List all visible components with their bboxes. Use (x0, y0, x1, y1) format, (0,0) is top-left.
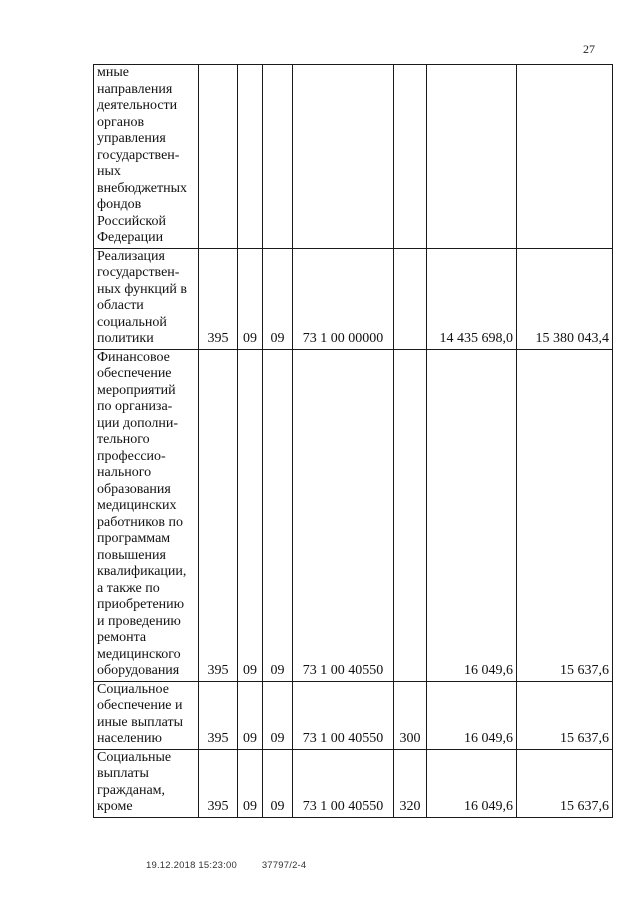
cell-target-article-code: 73 1 00 40550 (293, 749, 394, 817)
table-row (94, 65, 613, 249)
cell-subsection-code: 09 (263, 349, 293, 681)
cell-subsection-code: 09 (263, 248, 293, 349)
item-name-line: обеспечение и (97, 698, 183, 713)
item-name-line: направления (97, 81, 173, 97)
item-name-line: кроме (97, 799, 133, 814)
cell-subsection-code: 09 (263, 749, 293, 817)
cell-grbs-code (199, 65, 238, 249)
cell-grbs-code: 395 (199, 248, 238, 349)
item-name-line: нального (97, 465, 152, 480)
item-name-line: квалификации, (97, 564, 187, 579)
cell-item-name (94, 749, 199, 817)
cell-amount-year-2: 15 380 043,4 (517, 248, 613, 349)
item-name-line: тельного (97, 432, 150, 447)
cell-expense-type-code (394, 248, 427, 349)
item-name-line: ных (97, 164, 121, 179)
item-name-line: медицинских (97, 498, 177, 513)
cell-section-code: 09 (238, 749, 263, 817)
footer-stamp (146, 860, 306, 871)
item-name-line: медицинского (97, 646, 181, 662)
cell-grbs-code: 395 (199, 349, 238, 681)
item-name-line: повышения (97, 547, 166, 563)
cell-subsection-code: 09 (263, 681, 293, 749)
cell-section-code (238, 65, 263, 249)
item-name-line: населению (97, 731, 162, 746)
item-name-line: иные выплаты (97, 714, 183, 730)
cell-target-article-code (293, 65, 394, 249)
cell-grbs-code: 395 (199, 681, 238, 749)
item-name-line: работников по (97, 514, 183, 530)
item-name-line: Социальные (97, 749, 172, 765)
item-name-line: политики (97, 331, 154, 346)
item-name-line: Реализация (97, 248, 165, 264)
cell-item-name (94, 681, 199, 749)
cell-section-code: 09 (238, 681, 263, 749)
item-name-line: управления (97, 131, 166, 146)
document-code: 37797/2-4 (261, 860, 307, 871)
item-name-line: социальной (97, 314, 167, 330)
item-name-line: оборудования (97, 663, 180, 678)
item-name-line: профессио- (97, 448, 166, 464)
item-name-line: ции дополни- (97, 415, 179, 431)
cell-section-code: 09 (238, 248, 263, 349)
item-name-line: гражданам, (97, 782, 166, 798)
item-name-line: образования (97, 481, 171, 497)
item-name-line: Социальное (97, 681, 169, 697)
print-datetime: 19.12.2018 15:23:00 (146, 860, 237, 871)
item-name-line: Федерации (97, 230, 164, 245)
table-body (94, 65, 613, 818)
cell-target-article-code: 73 1 00 40550 (293, 349, 394, 681)
item-name-line: Российской (97, 213, 166, 229)
cell-amount-year-1: 16 049,6 (427, 749, 517, 817)
cell-grbs-code: 395 (199, 749, 238, 817)
cell-amount-year-2 (517, 65, 613, 249)
cell-section-code: 09 (238, 349, 263, 681)
item-name-line: обеспечение (97, 366, 172, 381)
item-name-line: органов (97, 114, 145, 130)
cell-expense-type-code: 300 (394, 681, 427, 749)
cell-amount-year-1: 16 049,6 (427, 349, 517, 681)
budget-table (93, 64, 613, 818)
cell-expense-type-code (394, 349, 427, 681)
cell-amount-year-1 (427, 65, 517, 249)
cell-item-name (94, 248, 199, 349)
cell-target-article-code: 73 1 00 40550 (293, 681, 394, 749)
cell-target-article-code: 73 1 00 00000 (293, 248, 394, 349)
item-name-line: области (97, 298, 144, 313)
item-name-line: ремонта (97, 630, 147, 645)
page-number: 27 (583, 42, 595, 56)
cell-amount-year-1: 14 435 698,0 (427, 248, 517, 349)
table-row (94, 681, 613, 749)
cell-subsection-code (263, 65, 293, 249)
item-name-line: программам (97, 531, 171, 546)
table-row (94, 749, 613, 817)
cell-amount-year-1: 16 049,6 (427, 681, 517, 749)
item-name-line: и проведению (97, 613, 181, 629)
item-name-line: государствен- (97, 147, 180, 163)
item-name-line: государствен- (97, 265, 180, 280)
cell-item-name (94, 65, 199, 249)
cell-item-name (94, 349, 199, 681)
item-name-line: ных функций в (97, 281, 188, 297)
item-name-line: мероприятий (97, 382, 176, 398)
item-name-line: выплаты (97, 766, 149, 781)
cell-expense-type-code (394, 65, 427, 249)
item-name-line: по организа- (97, 399, 173, 414)
item-name-line: деятельности (97, 98, 178, 113)
cell-amount-year-2: 15 637,6 (517, 349, 613, 681)
item-name-line: Финансовое (97, 349, 170, 365)
item-name-line: мные (97, 65, 129, 80)
item-name-line: а также по (97, 580, 160, 596)
cell-amount-year-2: 15 637,6 (517, 681, 613, 749)
item-name-line: внебюджетных (97, 180, 188, 196)
table-row (94, 248, 613, 349)
item-name-line: приобретению (97, 597, 185, 612)
item-name-line: фондов (97, 197, 142, 212)
table-row (94, 349, 613, 681)
cell-amount-year-2: 15 637,6 (517, 749, 613, 817)
cell-expense-type-code: 320 (394, 749, 427, 817)
